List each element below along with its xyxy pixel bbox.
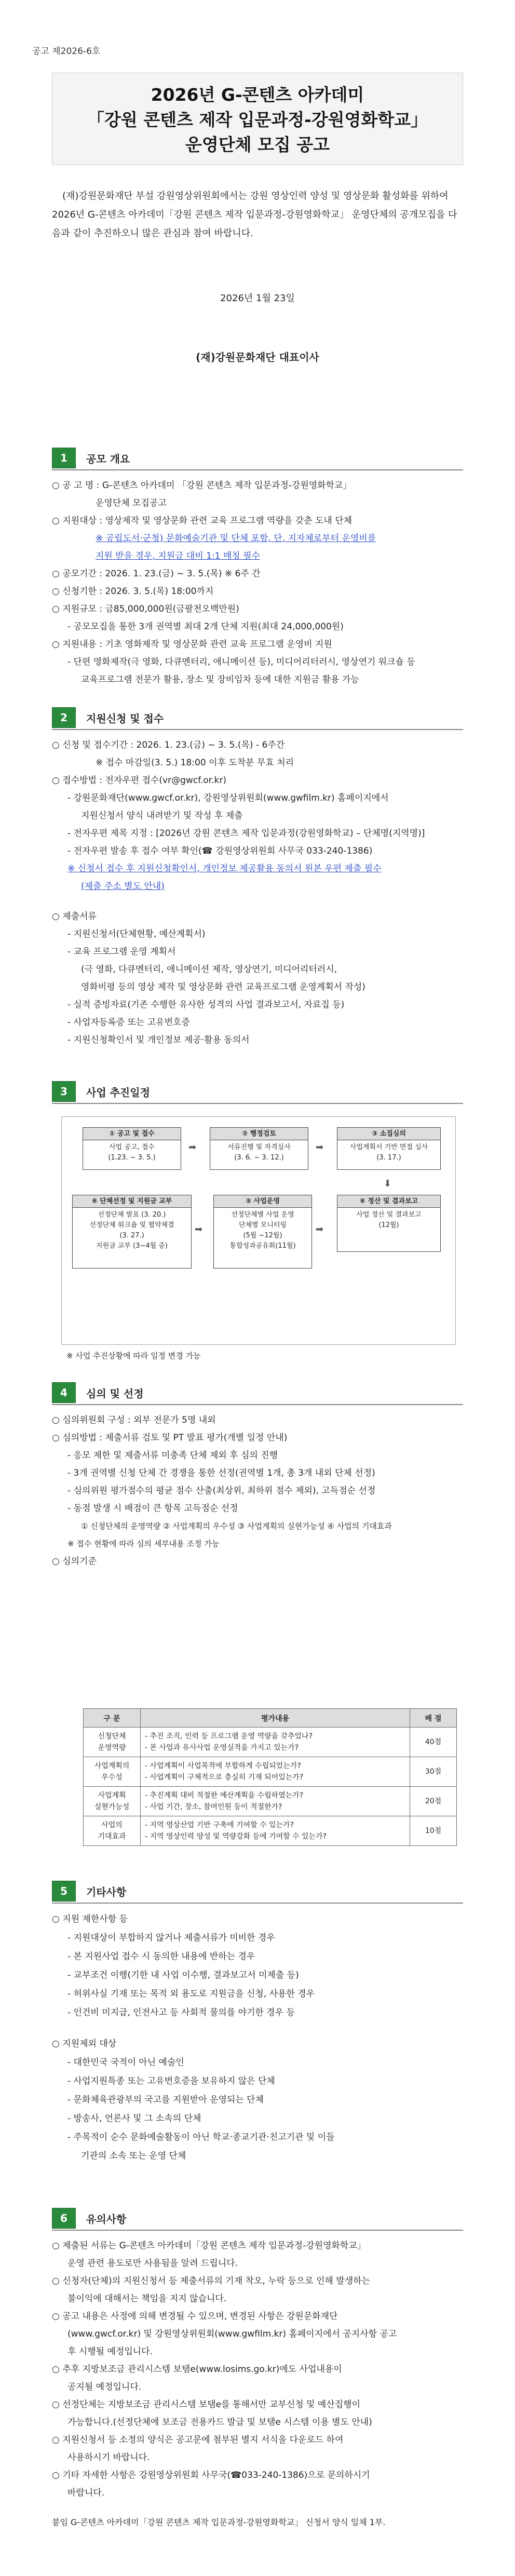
list-item: 사용하시기 바랍니다. — [67, 2452, 150, 2463]
section-1-header — [52, 447, 463, 470]
list-item: - 문화체육관광부의 국고를 지원받아 운영되는 단체 — [67, 2095, 264, 2105]
list-item: - 실적 증빙자료(기존 수행한 유사한 성격의 사업 결과보고서, 자료집 등) — [67, 1000, 345, 1010]
arrow-right-icon: ➡ — [195, 1224, 203, 1235]
notice-number: 공고 제2026-6호 — [32, 46, 101, 57]
list-item: ○ 심의위원회 구성 : 외부 전문가 5명 내외 — [52, 1415, 216, 1425]
list-item: 지원신청서 양식 내려받기 및 작성 후 제출 — [81, 811, 243, 821]
list-item: 지원 받을 경우, 지원금 대비 1:1 매칭 필수 — [96, 551, 260, 561]
list-item[interactable]: ○ 추후 지방보조금 관리시스템 보탬e(www.losims.go.kr)에도 사업내용이 — [52, 2364, 342, 2375]
list-item: - 공모모집을 통한 3개 권역별 최대 2개 단체 지원(최대 24,000,000원) — [67, 622, 344, 632]
table-header: 평가내용 — [141, 1709, 410, 1728]
flow-step — [337, 1127, 441, 1170]
list-item: - 대한민국 국적이 아닌 예술인 — [67, 2057, 184, 2068]
list-item: - 지원신청서(단체현황, 예산계획서) — [67, 929, 206, 939]
section-4-header — [52, 1381, 463, 1405]
list-item: ○ 공고 내용은 사정에 의해 변경될 수 있으며, 변경된 사항은 강원문화재단 — [52, 2311, 338, 2322]
list-item: ○ 신청자(단체)의 지원신청서 등 제출서류의 기재 착오, 누락 등으로 인해 발생하는 — [52, 2276, 371, 2286]
list-item: ○ 공 고 명 : G-콘텐츠 아카데미 「강원 콘텐츠 제작 입문과정-강원영화학교」 — [52, 480, 352, 491]
schedule-flowchart — [61, 1116, 456, 1345]
list-item: - 방송사, 언론사 및 그 소속의 단체 — [67, 2113, 201, 2124]
list-item: ○ 지원제외 대상 — [52, 2039, 117, 2049]
list-item: 바랍니다. — [67, 2488, 105, 2498]
list-item: 후 시행될 예정입니다. — [67, 2346, 153, 2357]
flow-step-heading: ⑥ 단체선정 및 지원금 교부 — [73, 1195, 191, 1208]
table-cell: 10점 — [410, 1816, 457, 1846]
table-row — [84, 1757, 457, 1787]
section-6-header — [52, 2207, 463, 2231]
list-item: 가능합니다.(선정단체에 보조금 전용카드 발급 및 보탬e 시스템 이용 별도 안내) — [67, 2417, 372, 2427]
table-cell: 40점 — [410, 1728, 457, 1757]
list-item: ○ 심의방법 : 제출서류 검토 및 PT 발표 평가(개별 일정 안내) — [52, 1433, 288, 1443]
list-item: ○ 기타 자세한 사항은 강원영상위원회 사무국(☎033-240-1386)으로 문의하시기 — [52, 2470, 370, 2480]
list-item: ○ 접수방법 : 전자우편 접수(vr@gwcf.or.kr) — [52, 775, 226, 786]
title-line-3: 운영단체 모집 공고 — [185, 134, 330, 155]
flow-step-heading: ③ 소집심의 — [337, 1128, 440, 1140]
table-cell: 사업의 기대효과 — [84, 1816, 141, 1846]
list-item: 운영단체 모집공고 — [96, 498, 167, 508]
list-item: - 인건비 미지급, 인전사고 등 사회적 물의를 야기한 경우 등 — [67, 2007, 295, 2018]
table-row — [84, 1787, 457, 1816]
table-header: 배 점 — [410, 1709, 457, 1728]
flow-step-body: 선정단체 발표 (3. 20.) 선정단체 워크숍 및 협약체결 (3. 27.) 지원금 교부 (3~4월 중) — [89, 1211, 174, 1250]
section-number: 1 — [52, 448, 76, 468]
flow-step-body: 사업 정산 및 결과보고 (12월) — [356, 1211, 422, 1229]
flow-step-heading: ① 공고 및 접수 — [83, 1128, 181, 1140]
section-5-body — [52, 1910, 463, 2165]
list-item: ○ 신청 및 접수기간 : 2026. 1. 23.(금) ~ 3. 5.(목) - 6주간 — [52, 740, 285, 750]
list-item: ※ 접수 현황에 따라 심의 세부내용 조정 가능 — [67, 1539, 220, 1548]
list-item: (극 영화, 다큐멘터리, 애니메이션 제작, 영상연기, 미디어리터러시, — [81, 964, 337, 975]
list-item: - 교육 프로그램 운영 계획서 — [67, 947, 176, 957]
section-number: 4 — [52, 1382, 76, 1403]
flow-step-heading: ⑤ 사업운영 — [214, 1195, 311, 1208]
list-item: ○ 제출된 서류는 G-콘텐츠 아카데미「강원 콘텐츠 제작 입문과정-강원영화학교」 — [52, 2241, 366, 2251]
flow-step-body: 사업 공고, 접수 (1.23. ~ 3. 5.) — [108, 1143, 156, 1162]
list-item: ○ 지원대상 : 영상제작 및 영상문화 관련 교육 프로그램 역량을 갖춘 도내 단체 — [52, 516, 353, 526]
list-item: - 사업지원특종 또는 고유번호증을 보유하지 않은 단체 — [67, 2076, 275, 2086]
list-item: - 주목적이 순수 문화예술활동이 아닌 학교·종교기관·친고기관 및 이들 — [67, 2132, 335, 2142]
list-item[interactable]: - 강원문화재단(www.gwcf.or.kr), 강원영상위원회(www.gwfilm.kr) 홈페이지에서 — [67, 793, 389, 803]
table-cell: - 지역 영상산업 기반 구축에 기여할 수 있는가? - 지역 영상인력 양성 및 역량강화 등에 기여할 수 있는가? — [141, 1816, 410, 1846]
flow-step-body: 서류진행 및 자격심사 (3. 6. ~ 3. 12.) — [227, 1143, 291, 1162]
arrow-right-icon: ➡ — [188, 1142, 197, 1153]
section-2-body — [52, 736, 463, 1049]
list-item: ○ 제출서류 — [52, 911, 97, 922]
list-item: ※ 신청서 접수 후 지원신청확인서, 개인정보 제공활용 동의서 원본 우편 제출 필수 — [67, 864, 382, 874]
organization-name: (재)강원문화재단 대표이사 — [196, 351, 319, 363]
table-cell: - 추진계획 대비 적절한 예산계획을 수립하였는가? - 사업 기간, 장소, 참여인원 등이 적절한가? — [141, 1787, 410, 1816]
table-cell: 사업계획 실현가능성 — [84, 1787, 141, 1816]
announcement-date: 2026년 1월 23일 — [220, 293, 295, 304]
list-item: ※ 접수 마감일(3. 5.) 18:00 이후 도착분 무효 처리 — [96, 758, 294, 768]
list-item: 기관의 소속 또는 운영 단체 — [81, 2151, 186, 2161]
schedule-note: ※ 사업 추진상황에 따라 일정 변경 가능 — [66, 1351, 201, 1360]
section-2-header — [52, 706, 463, 730]
title-box — [52, 73, 463, 165]
criteria-table — [83, 1708, 457, 1846]
section-1-body — [52, 477, 463, 689]
flow-step — [210, 1127, 308, 1170]
table-cell: - 사업계획이 사업목적에 부합하게 수립되었는가? - 사업계획이 구체적으로 충실히 기재 되어있는가? — [141, 1757, 410, 1787]
table-cell: 사업계획의 우수성 — [84, 1757, 141, 1787]
list-item: - 허위사실 기재 또는 목적 외 용도로 지원금을 신청, 사용한 경우 — [67, 1989, 315, 1999]
flow-step — [72, 1195, 192, 1269]
list-item: ○ 지원신청서 등 소정의 양식은 공고문에 첨부된 별지 서식을 다운로드 하여 — [52, 2435, 344, 2445]
flow-step-heading: ⑥ 정산 및 결과보고 — [337, 1195, 440, 1208]
list-item: - 교부조건 이행(기한 내 사업 이수행, 결과보고서 미제출 등) — [67, 1970, 299, 1980]
list-item: ○ 선정단체는 지방보조금 관리시스템 보탬e를 통해서만 교부신청 및 예산집행이 — [52, 2399, 361, 2410]
list-item: - 전자우편 발송 후 접수 여부 확인(☎ 강원영상위원회 사무국 033-240-1386) — [67, 846, 373, 856]
section-title: 공모 개요 — [86, 452, 130, 465]
list-item: ① 신청단체의 운영역량 ② 사업계획의 우수성 ③ 사업계획의 실현가능성 ④ 사업의 기대효과 — [81, 1521, 392, 1531]
section-5-header — [52, 1880, 463, 1904]
list-item: 교육프로그램 전문가 활용, 장소 및 장비임차 등에 대한 지원금 활용 가능 — [81, 675, 359, 685]
list-item: 공지될 예정입니다. — [67, 2382, 142, 2392]
intro-paragraph: (재)강원문화재단 부설 강원영상위원회에서는 강원 영상인력 양성 및 영상문화 활성화를 위하여 2026년 G-콘텐츠 아카데미「강원 콘텐츠 제작 입문과정-강원영화학교」 운영단체의 공개모집을 다음과 같이 추진하오니 많은 관심과 참여 바랍니다. — [52, 191, 457, 239]
flow-step-heading: ② 행정검토 — [210, 1128, 308, 1140]
list-item: - 본 지원사업 접수 시 동의한 내용에 반하는 경우 — [67, 1951, 255, 1962]
flow-step — [337, 1195, 441, 1252]
list-item: - 동점 발생 시 배점이 큰 항목 고득점순 선정 — [67, 1503, 238, 1514]
arrow-right-icon: ➡ — [316, 1224, 324, 1235]
list-item: ※ 공립도서·군청) 문화예술기관 및 단체 포함, 단, 지자체로부터 운영비를 — [96, 533, 376, 544]
list-item: ○ 지원규모 : 금85,000,000원(금팔천오백만원) — [52, 604, 239, 614]
list-item: (제출 주소 별도 안내) — [81, 881, 165, 892]
list-item: ○ 지원내용 : 기초 영화제작 및 영상문화 관련 교육 프로그램 운영비 지원 — [52, 639, 332, 650]
section-number: 3 — [52, 1081, 76, 1102]
section-3-header — [52, 1080, 463, 1104]
arrow-right-icon: ➡ — [316, 1142, 324, 1153]
list-item: ○ 심의기준 — [52, 1556, 97, 1567]
list-item: - 지원신청확인서 및 개인정보 제공·활용 동의서 — [67, 1035, 250, 1045]
list-item: - 3개 권역별 신청 단체 간 경쟁을 통한 선정(권역별 1개, 총 3개 내외 단체 선정) — [67, 1468, 375, 1478]
table-cell: 20점 — [410, 1787, 457, 1816]
title-line-1: 2026년 G-콘텐츠 아카데미 — [151, 85, 364, 105]
list-item: - 지원대상이 부합하지 않거나 제출서류가 미비한 경우 — [67, 1933, 275, 1943]
list-item: - 단편 영화제작(극 영화, 다큐멘터리, 애니메이션 등), 미디어리터러시, 영상연기 워크숍 등 — [67, 657, 415, 667]
list-item: ○ 공모기간 : 2026. 1. 23.(금) ~ 3. 5.(목) ※ 6주 간 — [52, 569, 261, 579]
section-4-body — [52, 1411, 463, 1570]
attachment-note: 붙임 G-콘텐츠 아카데미「강원 콘텐츠 제작 입문과정-강원영화학교」 신청서 양식 일체 1부. — [52, 2517, 386, 2527]
list-item: - 응모 제한 및 제출서류 미충족 단체 제외 후 심의 진행 — [67, 1450, 278, 1461]
list-item: - 전자우편 제목 지정 : [2026년 강원 콘텐츠 제작 입문과정(강원영화학교) – 단체명(지역명)] — [67, 828, 425, 839]
flow-step — [213, 1195, 312, 1269]
section-title: 지원신청 및 접수 — [86, 712, 164, 725]
section-number: 2 — [52, 707, 76, 728]
section-title: 유의사항 — [86, 2213, 127, 2226]
list-item: 운영 관련 용도로만 사용됨을 알려 드립니다. — [67, 2258, 238, 2269]
list-item: - 사업자등록증 또는 고유번호증 — [67, 1017, 190, 1028]
section-6-body — [52, 2237, 463, 2502]
flow-step — [83, 1127, 181, 1170]
table-row — [84, 1728, 457, 1757]
table-header: 구 분 — [84, 1709, 141, 1728]
arrow-down-icon: ⬇ — [384, 1178, 392, 1189]
table-row — [84, 1816, 457, 1846]
list-item: 영화비평 등의 영상 제작 및 영상문화 관련 교육프로그램 운영계획서 작성) — [81, 982, 365, 992]
section-number: 5 — [52, 1881, 76, 1901]
table-cell: - 추진 조직, 인력 등 프로그램 운영 역량을 갖추었나? - 본 사업과 유사사업 운영실적을 가지고 있는가? — [141, 1728, 410, 1757]
flow-step-body: 사업계획서 기반 면접 심사 (3. 17.) — [349, 1143, 428, 1162]
section-title: 심의 및 선정 — [86, 1387, 144, 1400]
section-title: 사업 추진일정 — [86, 1086, 150, 1099]
table-header-row — [84, 1709, 457, 1728]
table-cell: 30점 — [410, 1757, 457, 1787]
list-item[interactable]: (www.gwcf.or.kr) 및 강원영상위원회(www.gwfilm.kr) 홈페이지에서 공지사항 공고 — [67, 2329, 397, 2339]
section-number: 6 — [52, 2208, 76, 2229]
list-item: ○ 지원 제한사항 등 — [52, 1914, 128, 1924]
table-cell: 신청단체 운영역량 — [84, 1728, 141, 1757]
list-item: - 심의위원 평가점수의 평균 점수 산출(최상위, 최하위 점수 제외), 고득점순 선정 — [67, 1486, 376, 1496]
title-line-2: 「강원 콘텐츠 제작 입문과정-강원영화학교」 — [87, 110, 428, 130]
flow-step-body: 선정단체별 사업 운영 단체별 모니터링 (5월 ~12월) 통합성과공유회(11월) — [229, 1211, 296, 1250]
list-item: 불이익에 대해서는 책임을 지지 않습니다. — [67, 2294, 227, 2304]
list-item: ○ 신청기한 : 2026. 3. 5.(목) 18:00까지 — [52, 586, 214, 597]
section-title: 기타사항 — [86, 1885, 127, 1898]
